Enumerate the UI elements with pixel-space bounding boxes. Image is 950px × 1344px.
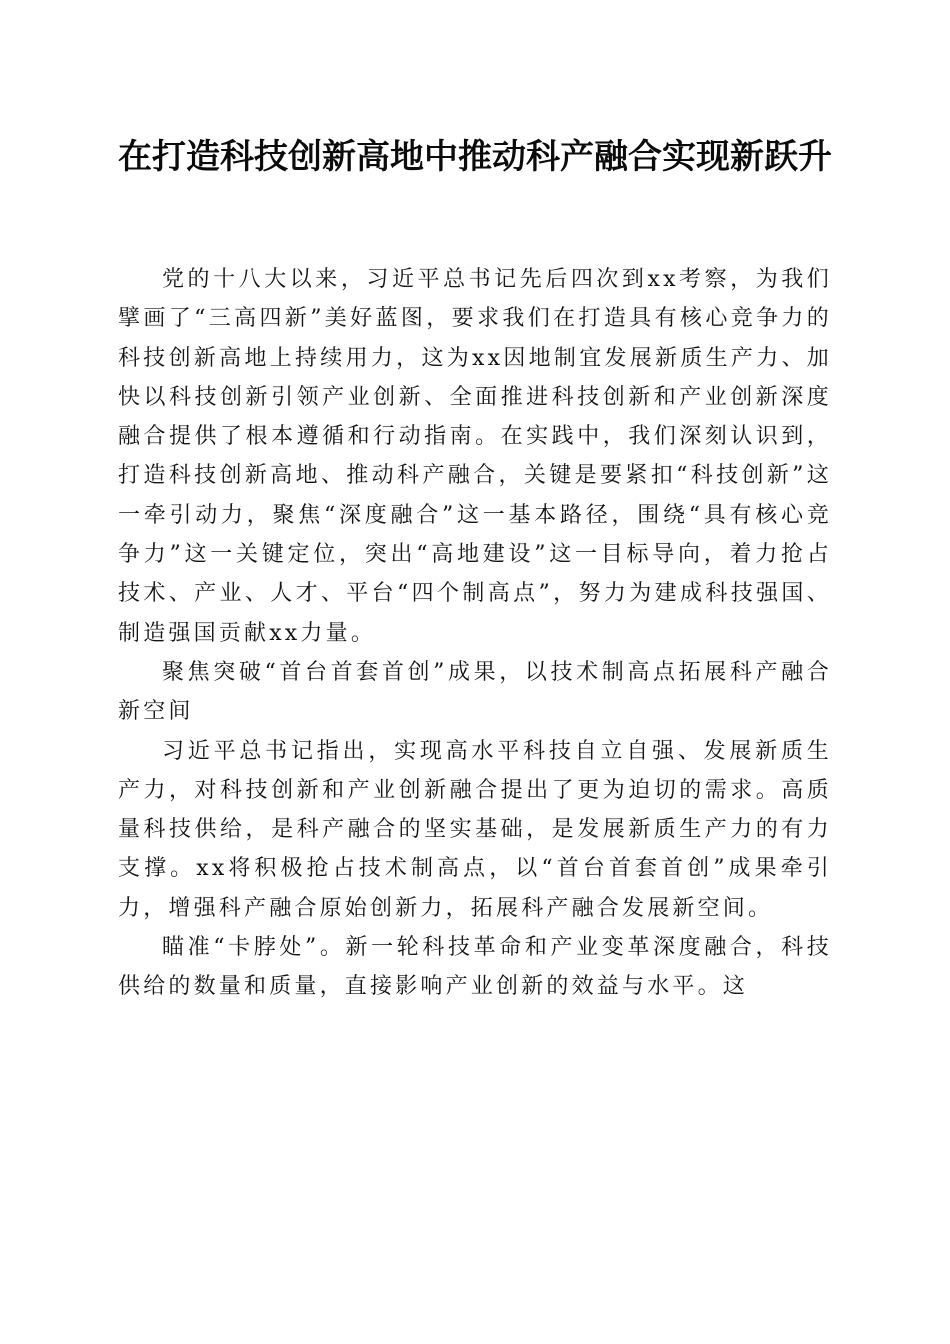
document-body bbox=[118, 260, 832, 1007]
section-heading: 聚焦突破“首台首套首创”成果，以技术制高点拓展科产融合新空间 bbox=[118, 659, 832, 725]
document-title: 在打造科技创新高地中推动科产融合实现新跃升 bbox=[118, 137, 832, 177]
paragraph-intro: 党的十八大以来，习近平总书记先后四次到xx考察，为我们擘画了“三高四新”美好蓝图，要求我们在打造具有核心竞争力的科技创新高地上持续用力，这为xx因地制宜发展新质生产力、加快以科技创新引领产业创新、全面推进科技创新和产业创新深度融合提供了根本遵循和行动指南。在实践中，我们深刻认识到，打造科技创新高地、推动科产融合，关键是要紧扣“科技创新”这一牵引动力，聚焦“深度融合”这一基本路径，围绕“具有核心竞争力”这一关键定位，突出“高地建设”这一目标导向，着力抢占技术、产业、人才、平台“四个制高点”，努力为建成科技强国、制造强国贡献xx力量。 bbox=[118, 267, 832, 646]
paragraph-section-intro: 习近平总书记指出，实现高水平科技自立自强、发展新质生产力，对科技创新和产业创新融合提出了更为迫切的需求。高质量科技供给，是科产融合的坚实基础，是发展新质生产力的有力支撑。xx将积极抢占技术制高点，以“首台首套首创”成果牵引力，增强科产融合原始创新力，拓展科产融合发展新空间。 bbox=[118, 738, 832, 921]
paragraph-subpoint: 瞄准“卡脖处”。新一轮科技革命和产业变革深度融合，科技供给的数量和质量，直接影响产业创新的效益与水平。这 bbox=[118, 935, 832, 1000]
